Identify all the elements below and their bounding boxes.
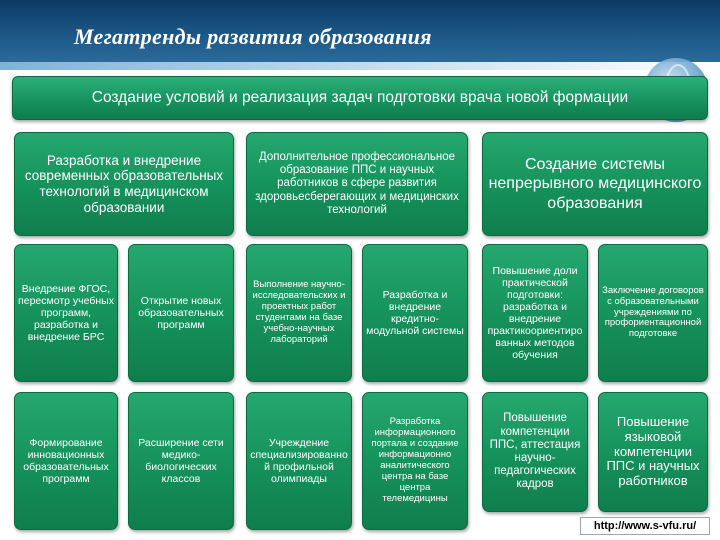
col3-heading: Создание системы непрерывного медицинского образования xyxy=(488,156,702,212)
col3-item-2: Заключение договоров с образовательными учреждениями по профориентационной подготовке xyxy=(602,284,704,340)
col1-item-box xyxy=(128,244,234,382)
col2-item-box xyxy=(246,392,352,530)
col2-item-box xyxy=(362,244,468,382)
col3-item-box xyxy=(482,244,588,382)
col1-item-2: Открытие новых образовательных программ xyxy=(138,294,224,332)
col1-item-box xyxy=(14,244,118,382)
col1-item-1: Внедрение ФГОС, пересмотр учебных программ, разработка и внедрение БРС xyxy=(18,282,114,344)
main-banner xyxy=(12,76,708,120)
col3-item-4: Повышение языковой компетенции ППС и научных работников xyxy=(606,413,700,489)
col2-item-1: Выполнение научно-исследовательских и проектных работ студентами на базе учебно-научных лабораторий xyxy=(252,279,346,345)
col2-item-4: Разработка информационного портала и создание информационно аналитического центра на базе центра телемедицины xyxy=(371,416,459,504)
col3-item-3: Повышение компетенции ППС, аттестация научно-педагогических кадров xyxy=(489,412,581,491)
col2-item-box xyxy=(246,244,352,382)
col1-heading-box xyxy=(14,132,234,236)
footer-url-text[interactable]: http://www.s-vfu.ru/ xyxy=(593,520,697,532)
col1-heading: Разработка и внедрение современных образовательных технологий в медицинском образовании xyxy=(24,152,224,215)
header-stripe xyxy=(0,62,720,70)
col3-item-box xyxy=(482,392,588,512)
col3-item-1: Повышение доли практической подготовки: разработка и внедрение практикоориентированных методов обучения xyxy=(487,264,583,362)
col2-heading-box xyxy=(246,132,468,236)
col1-item-box xyxy=(14,392,118,530)
col2-item-box xyxy=(362,392,468,530)
col3-heading-box xyxy=(482,132,708,236)
page-title: Мегатренды развития образования xyxy=(74,24,432,49)
col1-item-box xyxy=(128,392,234,530)
footer-url-link[interactable] xyxy=(580,517,710,535)
col1-item-4: Расширение сети медико-биологических классов xyxy=(138,436,224,486)
col3-item-box xyxy=(598,244,708,382)
banner-text: Создание условий и реализация задач подготовки врача новой формации xyxy=(91,89,629,106)
col2-item-3: Учреждение специализированной профильной олимпиады xyxy=(250,436,348,486)
col2-item-2: Разработка и внедрение кредитно-модульной системы xyxy=(366,288,464,338)
col2-heading: Дополнительное профессиональное образование ППС и научных работников в сфере развития здоровьесберегающих и медицинских технологий xyxy=(255,150,459,216)
col1-item-3: Формирование инновационных образовательных программ xyxy=(23,436,109,486)
col3-item-box xyxy=(598,392,708,512)
